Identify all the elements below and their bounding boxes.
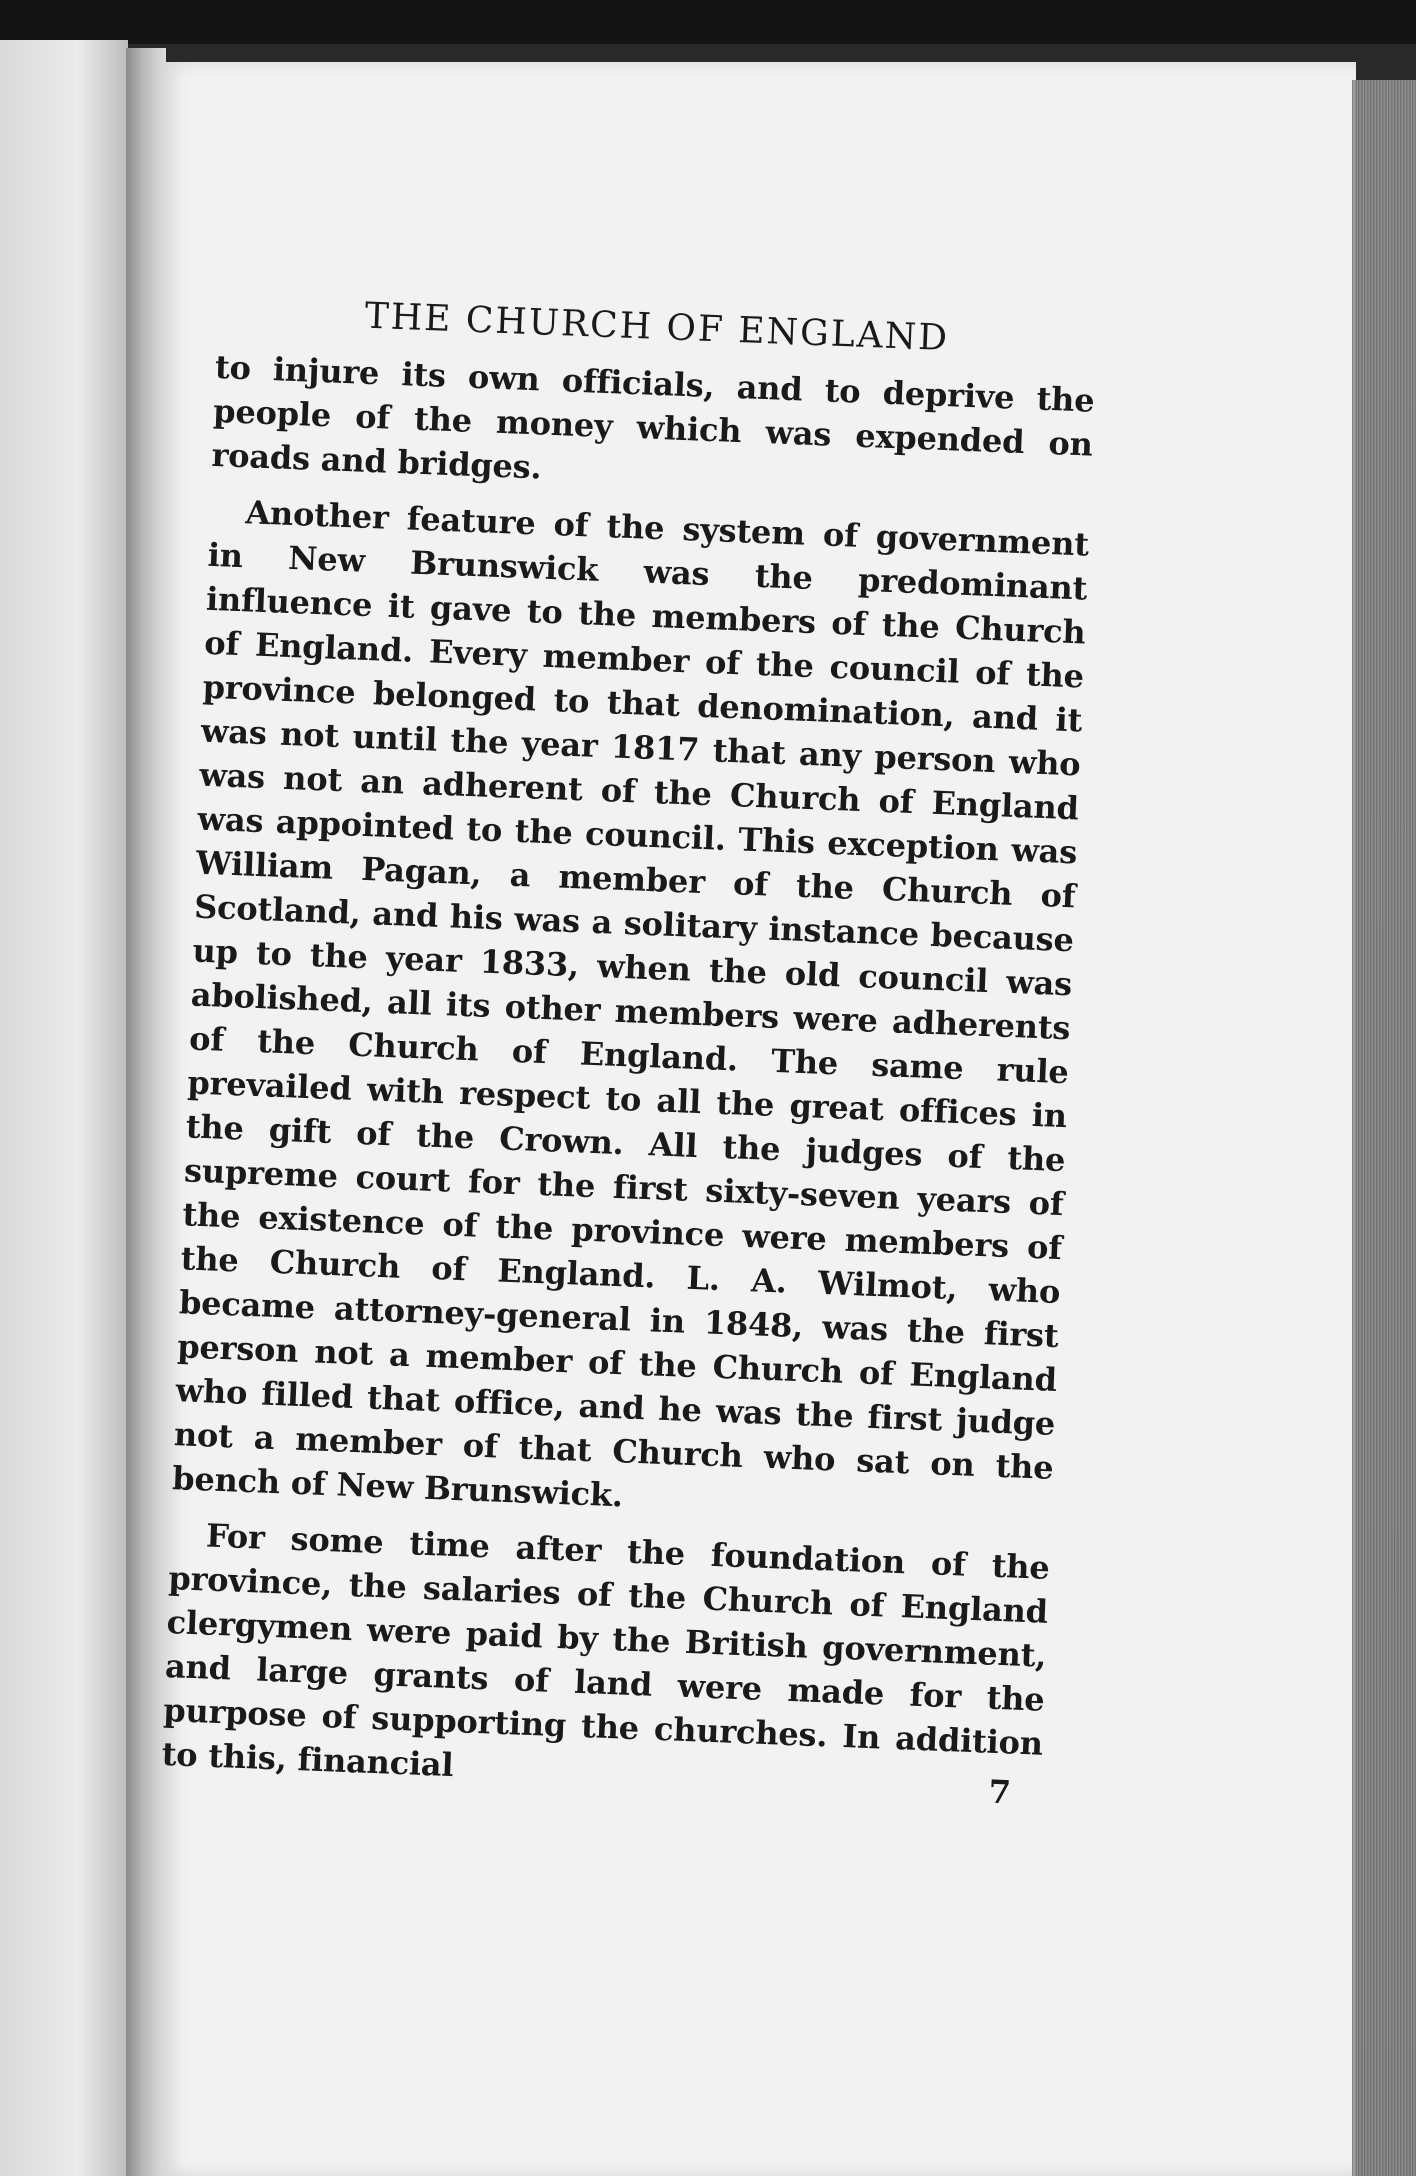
paragraph-3: For some time after the foundation of the province, the salaries of the Church of England clergymen were paid by the British government, and large grants of land were made for the purpose of supporting the churches. In addition to this, financial bbox=[161, 1516, 1051, 1785]
left-page-edge bbox=[0, 40, 128, 2176]
page-number: 7 bbox=[987, 1772, 1012, 1812]
paragraph-1: to injure its own officials, and to deprive the people of the money which was expended on roads and bridges. bbox=[210, 347, 1096, 487]
page-edges bbox=[1352, 80, 1416, 2176]
page-text-block bbox=[161, 290, 1098, 1813]
running-head: THE CHURCH OF ENGLAND bbox=[363, 295, 950, 360]
scan-background-top bbox=[0, 0, 1416, 44]
paragraph-2: Another feature of the system of government in New Brunswick was the predominant influence it gave to the members of the Church of England. Every member of the council of the province belonged to that denomination, and it was not until the year 1817 that any person who was not an adherent of the Church of England was appointed to the council. This exception was William Pagan, a member of the Church of Scotland, and his was a solitary instance because up to the year 1833, when the old council was abolished, all its other members were adherents of the Church of England. The same rule prevailed with respect to all the great offices in the gift of the Crown. All the judges of the supreme court for the first sixty-seven years of the existence of the province were members of the Church of England. L. A. Wilmot, who became attorney-general in 1848, was the first person not a member of the Church of England who filled that office, and he was the first judge not a member of that Church who sat on the bench of New Brunswick. bbox=[171, 493, 1090, 1515]
